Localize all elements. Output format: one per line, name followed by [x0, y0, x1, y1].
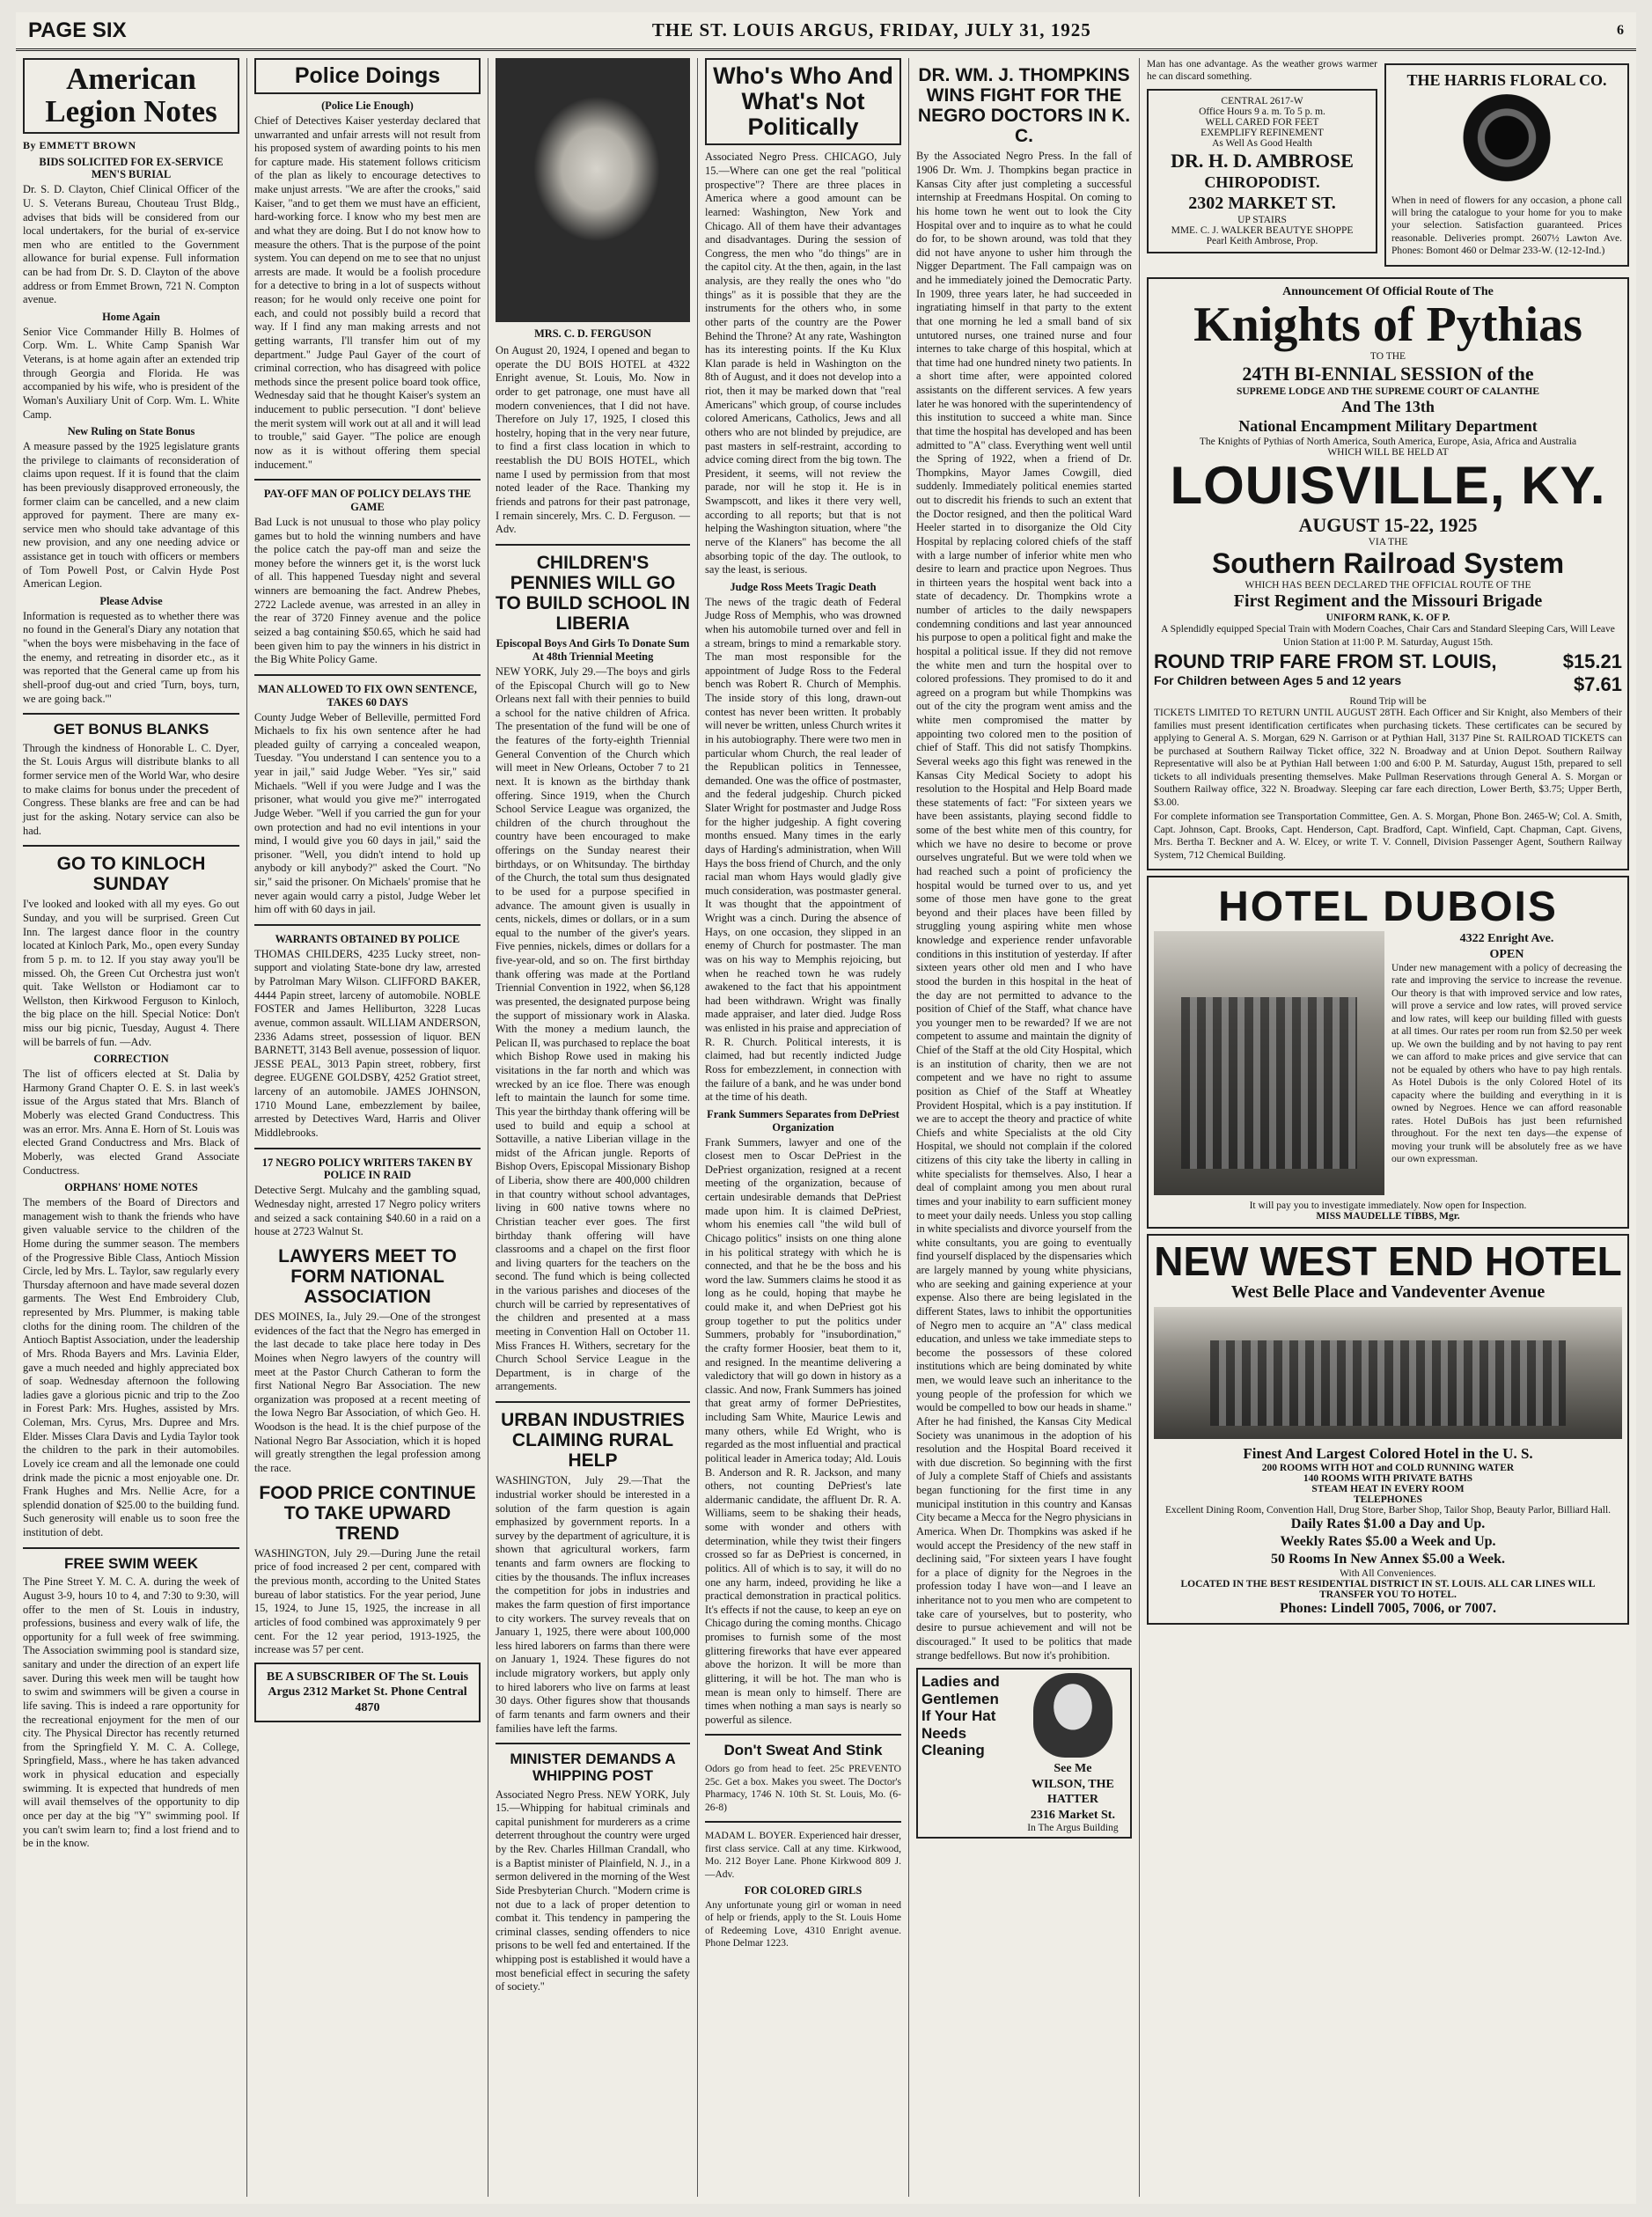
nweh-finest: Finest And Largest Colored Hotel in the U. S. [1243, 1445, 1533, 1462]
sweat-ad: Odors go from head to feet. 25c PREVENTO 25c. Get a box. Makes you sweet. The Doctor's Pharmacy, 1746 N. 10th St. St. Louis, Mo. (6-26-8) [705, 1764, 901, 1813]
kop-round-trip: Round Trip will be [1349, 696, 1427, 708]
minister-article: Associated Negro Press. NEW YORK, July 15.—Whipping for habitual criminals and capital punishment for murderers as a crime deterrent throughout the country were urged by the Rev. Charles Hillman Crandall, who is a Baptist minister of Plainfield, N. J., in a sermon delivered in the morning of the West Side Presbyterian Church. "Modern crime is not due to a lack of proper detention to combat it. This tendency in pampering the criminal classes, sending offenders to nice prisons to be well fed and entertained. If the whipping post is established it would have a most beneficial effect in securing the safety of society." [496, 1788, 690, 1993]
orphans-headline: ORPHANS' HOME NOTES [64, 1181, 198, 1194]
legion-notes-title: American Legion Notes [45, 62, 217, 128]
thompkins-article: By the Associated Negro Press. In the fall of 1906 Dr. Wm. J. Thompkins began practice in Kansas City after just completing a successful internship at Freedmans Hospital. On coming to his home town he went out to look the City Hospital over and to inquire as to what he could do for, to be shown around, was told that they did not have anyone to usher him through the Nigger Department. The Fall campaign was on and he immediately joined the Democratic Party. In 1909, three years later, he had succeeded in ingratiating himself in that party to the extent that one morning he led a small band of six untutored nurses, one trained nurse and four internes to take charge of this hospital, which at that time had one hundred ninety two patients. In a short time after, were appointed colored assistants on the different services. A few years later he was honored with the superintendency of this institution to succeed a white man. Since that time the hospital has developed and has been admitted to "A" class. Everything went well until the Spring of 1922, when a friend of Dr. Thompkins, Mayor James Cowgill, died suddenly. Immediately political enemies started out to discredit his friends to such an extent that the Doctor resigned, and then the political Ward Heeler started in to disorganize the Old City Hospital by replacing colored chiefs of the staff with a large number of inferior white men who desire to learn and practice upon Negroes. Thus in thirteen years the hospital went back into a state of decadency. Dr. Thompkins wrote a number of articles to the daily newspapers condemning conditions and last year announced his purpose to open a political fight and make the hospital a political issue. If they did not remove the white men and turn the hospital over to colored professions. They promised to do it and agreed on a program but while Thompkins was out of the city the program went amiss and the white men compromised the matter by appointing two colored men to the position of chief of Staff. This did not satisfy Thompkins. Several weeks ago this fight was renewed in the Kansas City Medical Society to adopt his resolution to the Hospital and Help Board made these statements of fact: "For sixteen years we have been assistants, playing second fiddle to some of the best white men of this country, for which we have no desire to become or prove ourselves ungrateful. But we were told when we had reached such a point of proficiency the hospital would be turned over to us, and yet some of those men have gone to the great beyond and their places have been filled by struggling young aspiring white men whose knowledge and experience render unfavorable conditions in this institution of yesterday. If after sixteen years other old men and I who have stood the burden in this hospital in the heat of the day are not permitted to advance to the position of Chief of the Staff, what chance have you younger men to be rewarded? If we are not competent to assume and maintain the dignity of Chief of the Staff at the old City Hospital, which is an institution of charity, then we are not competent and we have no right to assume position as Chief of the Staff at Wheatley Provident Hospital, which is a pay institution. If we are to accept the theory and practice of white Chiefs and white Specialists at the old City Hospital, we should not complain if the colored citizens of this city take the liberty in calling in white specialists for themselves. Also, I hear a deal of complaint among you men about rural times and your inability to earn sufficient money to meet your daily needs. Unless you stop calling in white specialists and divorce yourself from the white consultants, you are going to eventually find yourself displaced by the dispensaries which are largely manned by young white physicians, who are seeking and gaining experience at your expense. Also there are being legislated in the different States, laws to inhibit the opportunities of Negro men to acquire an "A" class medical education, and unless we take immediate steps to become the possessors of these colored institutions which are being dominated by white men, we would leave such an inheritance to the young people of the profession for which we would be compelled to bow our heads in shame." After he had finished, the Kansas City Medical Society was unanimous in the adoption of his resolution and the Hospital Board received it with due discretion. So beginning with the first of July a complete Staff of Chiefs and assistants began functioning for the first time in any municipal institution in this country and Kansas City became a Mecca for the Negro physicians in America. When Dr. Thompkins was asked if he would accept the Presidency of the new staff in declining said, "For sixteen years I have fought for a place of dignity for the Negroes in the profession today I have won—and I leave an inheritance not to you men who are competent to take care of yourselves, but to posterity, who desire to pursue achievement and will not be discouraged." It used to be politics that made strange bedfellows. But now it's prohibition. [916, 150, 1132, 1662]
ferguson-notice: On August 20, 1924, I opened and began to operate the DU BOIS HOTEL at 4322 Enright avenue, St. Louis, Mo. Now in order to get patronage, one must have all modern conveniences, that I did not have. Therefore on July 17, 1925, I closed this hostelry, hoping that in the very near future, to find a first class location in which to reestablish the DU BOIS HOTEL, which name I used by permission from that most noted leader of the Race. Thanking my friends and patrons for their past patronage, I remain sincerely, Mrs. C. D. Ferguson. —Adv. [496, 344, 690, 536]
rose-icon [1458, 94, 1555, 191]
legion-notes-header [23, 58, 239, 134]
kop-fare-label: ROUND TRIP FARE FROM ST. LOUIS, [1154, 650, 1497, 673]
bonus-ruling-article: A measure passed by the 1925 legislature grants the privilege to claimants of reconsideration of claims upon request. If it is found that the claim has been previously disapproved erroneously, the former claim can be cancelled, and a new claim approved for payment. There are many ex-service men who should take advantage of this new provision, and any one needing advice or assistance get in touch with officers or members of Tom Powell Post, or Calvin Hyde Post American Legion. [23, 440, 239, 591]
bids-headline: BIDS SOLICITED FOR EX-SERVICE MEN'S BURIAL [39, 155, 224, 181]
portrait-caption: MRS. C. D. FERGUSON [534, 327, 651, 340]
divider [705, 1821, 901, 1823]
swim-week-headline: FREE SWIM WEEK [63, 1554, 199, 1572]
policy-headline: PAY-OFF MAN OF POLICY DELAYS THE GAME [263, 488, 472, 513]
kop-and: And The 13th [1341, 397, 1435, 415]
kinloch-headline: GO TO KINLOCH SUNDAY [56, 854, 206, 895]
kop-fare-row [1154, 650, 1622, 673]
summers-headline: Frank Summers Separates from DePriest Organization [707, 1107, 899, 1134]
chiro-slogan-1: WELL CARED FOR FEET [1205, 116, 1319, 128]
chiro-slogan-3: As Well As Good Health [1212, 137, 1312, 149]
nweh-telephones: TELEPHONES [1354, 1494, 1422, 1506]
bonus-blanks-headline: GET BONUS BLANKS [53, 721, 209, 738]
summers-article: Frank Summers, lawyer and one of the closest men to Oscar DePriest in the DePriest organization, resigned at a recent meeting of the organization, because of certain undesirable demands that DePriest made upon him. It is claimed DePriest, whom his enemies call "the wild bull of Chicago politics" insists on one thing alone in his political strategy with which he is connected, and that he be the boss and his word the law. Summers claims he stood it as long as he could, hoping that maybe he could make it, and when DePriest got his group together to put the politics under Summers, probably for "insubordination," the crafty former Hoosier, beat them to it, and resigned. In the meantime delivering a valedictory that will go down in history as a classic. And now, Frank Summers has joined that great army of former DePriestites, including Sam White, Maurice Lewis and many others, while Ed Wright, who is regarded as the most influential and practical political leader in America today; Ald. Louis B. Anderson and R. R. Jackson, and many others, not counting DePriest's late aldermanic candidate, the affluent Dr. R. A. Williams, seem to be shaking their heads, some with wonder and others with determination, while they twist their fingers crossed so far as DePriest is concerned, in politics. All of which is to say, it will do no one any harm, indeed, providing he like a practical demonstration in practical politics. It's effects if not the cause, to keep an eye on Chicago during the coming months. Chicago promises to furnish some of the most glittering fireworks that have ever appeared above the horizon. It will be more than glittering, it will be hot. The man who is mean is mean only to himself. There are times when nothing a man says is nearly so powerful as silence. [705, 1135, 901, 1726]
top-ads-row [1147, 58, 1629, 272]
nweh-annex: 50 Rooms In New Annex $5.00 a Week. [1271, 1552, 1505, 1567]
raid-headline: 17 NEGRO POLICY WRITERS TAKEN BY POLICE IN RAID [261, 1156, 474, 1182]
raid-article: Detective Sergt. Mulcahy and the gambling squad, Wednesday night, arrested 17 Negro policy writers and seized a sack containing $40.60 in a raid on a house at 2723 Walnut St. [254, 1184, 481, 1238]
swim-week-article: The Pine Street Y. M. C. A. during the week of August 3-9, hours 10 to 4, and 7:30 to 9:30, will offer to the men of St. Louis in industry, professions, business and every walk of life, the opportunity for a full week of free swimming. The Association swimming pool is standard size, sanitary and under the direction of an expert life saver. During this week men will be taught how to swim and swimmers will be given a course in life saving. This is indeed a rare opportunity for the recreational enjoyment for the men of our city. The Physical Director has recently returned from the Springfield Y. M. C. A. College, Springfield, Mass., where he has taken advanced work in physical education and especially swimming. It is expected that hundreds of men will avail themselves of the opportunity to dip once per day at the big "Y" swimming pool. If you can't swim learn to; find a lost friend and to be in the know. [23, 1575, 239, 1850]
kop-city: LOUISVILLE, KY. [1170, 455, 1606, 515]
column-6-ads [1139, 58, 1636, 2197]
chiro-address: 2302 MARKET ST. [1188, 193, 1336, 213]
nweh-conveniences: With All Conveniences. [1340, 1568, 1436, 1580]
chiro-title: CHIROPODIST. [1204, 173, 1320, 192]
nweh-building-photo [1154, 1307, 1622, 1439]
divider [496, 1743, 690, 1744]
floral-text: When in need of flowers for any occasion, a phone call will bring the catalogue to your home for you to make your selection. Satisfaction guaranteed. Prices reasonable. Deliveries prompt. 2607½ Lawton Ave. Phones: Bomont 460 or Delmar 233-W. (12-12-Ind.) [1391, 195, 1622, 257]
dubois-open: OPEN [1489, 947, 1524, 961]
boyer-ad: MADAM L. BOYER. Experienced hair dresser, first class service. Call at any time. Kirkwood, Mo. 212 Boyer Lane. Phone Kirkwood 809 J. —Adv. [705, 1831, 901, 1880]
chiropodist-ad [1147, 89, 1377, 253]
kop-dates: AUGUST 15-22, 1925 [1298, 513, 1478, 536]
ferguson-portrait [496, 58, 690, 322]
warrants-headline: WARRANTS OBTAINED BY POLICE [275, 932, 460, 945]
chiro-hours: Office Hours 9 a. m. To 5 p. m. [1199, 106, 1325, 117]
girls-headline: FOR COLORED GIRLS [744, 1884, 863, 1898]
column-4 [697, 58, 908, 2197]
nweh-address: West Belle Place and Vandeventer Avenue [1230, 1282, 1546, 1302]
kop-knights: The Knights of Pythias of North America, South America, Europe, Asia, Africa and Australia [1199, 436, 1577, 447]
column-1 [16, 58, 246, 2197]
nweh-title: NEW WEST END HOTEL [1154, 1238, 1622, 1284]
pennies-article: NEW YORK, July 29.—The boys and girls of the Episcopal Church will go to New Orleans next fall with their pennies to build a school for the native children of Africa. The presentation of the fund will be one of the features of the forty-eighth Triennial General Convention of the Church which will meet in New Orleans, October 7 to 21 next. It is known as the birthday thank offering. Since 1919, when the Church School Service League was organized, the children of the church throughout the country have been encouraged to make offerings on the Sunday nearest their birthdays, or on Whitsunday. The birthday of the Church, the total sum thus designated to be used for a purpose specified in advance. The amount given is usually in cents, nickels, dimes or dollars, or in a sum equal to the number of the giver's years. Five pennies, nickels, dimes or dollars for a five-year-old, and so on. The first birthday thank offering was made at the Portland Triennial Convention in 1922, when $6,128 was presented, the designated purpose being the support of missionary work in Alaska. With the money a medium launch, the Pelican II, was purchased to replace the boat which Bishop Rowe used in making his visitations in the far north and which was wrecked by an ice floe. There was enough left to maintain the launch for some time. This year the birthday thank offering will be used to build and equip a school at Sottaville, a native Liberian village in the midst of the African jungle. Reports of Bishop Overs, Episcopal Missionary Bishop of Liberia, show there are 400,000 children in that country without school advantages, living in 600 native towns where no Christian teacher ever goes. The first birthday thank offering will have classrooms and a chapel on the first floor and living quarters for the teachers on the second. The fund which is being collected in the various parishes and dioceses of the church will be carried by representatives of the children and presented at a mass meeting in Convention Hall on October 11. Miss Frances H. Withers, secretary for the Church School Service League in the Department, is in charge of the arrangements. [496, 664, 690, 1393]
nweh-daily: Daily Rates $1.00 a Day and Up. [1290, 1516, 1486, 1532]
column-3 [488, 58, 697, 2197]
hatter-ad-left: Ladies and Gentlemen If Your Hat Needs Cleaning [921, 1673, 1000, 1759]
home-again-headline: Home Again [102, 310, 160, 323]
chiro-stairs: UP STAIRS [1237, 214, 1287, 225]
kop-child-label: For Children between Ages 5 and 12 years [1154, 673, 1402, 688]
page-label: PAGE SIX [28, 18, 127, 42]
new-west-end-hotel-ad [1147, 1234, 1629, 1625]
divider [23, 845, 239, 847]
hatter-see: See Me [1054, 1762, 1092, 1776]
chiro-name: DR. H. D. AMBROSE [1171, 149, 1354, 172]
kop-lodge: SUPREME LODGE AND THE SUPREME COURT OF CALANTHE [1236, 385, 1540, 397]
hatter-location: In The Argus Building [1027, 1823, 1119, 1834]
nweh-baths: 140 ROOMS WITH PRIVATE BATHS [1303, 1473, 1473, 1485]
nweh-located: LOCATED IN THE BEST RESIDENTIAL DISTRICT IN ST. LOUIS. ALL CAR LINES WILL TRANSFER YOU TO HOTEL. [1180, 1579, 1596, 1601]
walker-prop: Pearl Keith Ambrose, Prop. [1206, 235, 1318, 246]
divider [496, 1401, 690, 1403]
kop-info: For complete information see Transportation Committee, Gen. A. S. Morgan, Phone Bon. 2465-W; Col. A. Smith, Capt. Johnson, Capt. Brooks, Capt. Henderson, Capt. Bradford, Capt. Winfield, Capt. Chapman, Capt. Givens, Mrs. Bertha T. Beckner and A. W. Elcey, or write T. V. Connell, Division Passenger Agent, Southern Railway System, 712 Chemical Building. [1154, 811, 1622, 861]
dubois-building-photo [1154, 931, 1384, 1195]
kop-to: TO THE [1369, 351, 1406, 363]
police-doings-header [254, 58, 481, 94]
food-price-article: WASHINGTON, July 29.—During June the retail price of food increased 2 per cent, compared with the previous month, according to the United States bureau of labor statistics. For the year period, June 15, 1924, to June 15, 1925, the increase in all articles of food combined was approximately 9 per cent. For the 12 year period, 1913-1925, the increase was 57 per cent. [254, 1546, 481, 1656]
dubois-title: HOTEL DUBOIS [1218, 884, 1558, 930]
divider [496, 544, 690, 546]
police-doings-title: Police Doings [294, 63, 441, 88]
correction-headline: CORRECTION [93, 1053, 169, 1066]
dubois-text: Under new management with a policy of decreasing the rate and improving the service to increase the revenue. Our theory is that with improved service and low rates, will prove a service and low rates, will proved service and low rates, will keep our building filled with guests at all times. Our rates per room run from $2.50 per week up. We own the building and by not having to pay rent we can afford to make prices and give service that can not be equaled by others who have to pay high rentals. As Hotel Dubois is the only Colored Hotel of its capacity where the building and everything in it is owned by Negroes. Hence we can afford reasonable rates. Hotel DuBois has just been refurnished throughout. For the next ten days—the expense of moving your trunk will be absolutely free as we have our own expressman. [1391, 963, 1622, 1165]
divider [23, 1547, 239, 1549]
floral-ad [1384, 63, 1629, 267]
kop-encampment: National Encampment Military Department [1238, 417, 1538, 436]
page-number: 6 [1617, 22, 1624, 38]
divider [254, 1148, 481, 1149]
chiro-block [1147, 58, 1377, 272]
hatter-ad [916, 1668, 1132, 1839]
sixty-days-article: County Judge Weber of Belleville, permitted Ford Michaels to fix his own sentence after he had pleaded guilty of carrying a concealed weapon, Tuesday. "You understand I can sentence you to a year in jail," said Judge Weber. "Yes sir," said Michaels. "Well if you were Judge and I was the prisoner, what would you give me?" interrogated Judge Weber. "Well if you carried the gun for your own protection and had no evil intentions in your mind, I would give you 60 days in jail," said the prisoner. "Well, you didn't intend to hold up anybody or kill anybody?" asked the Court. "No sir," said the prisoner. On Michaels' promise that he never again would carry a pistol, Judge Weber let him off with 60 days in jail. [254, 710, 481, 916]
ross-article: The news of the tragic death of Federal Judge Ross of Memphis, who was drowned when his automobile turned over and fell in a stream, brings to mind a remarkable story. The man most responsible for the appointment of Judge Ross to the Federal bench was Robert R. Church of Memphis. The inside story of this long, drawn-out contest has never been written. It probably will never be written, unless Church writes it in his autobiography. There were two men in particular whom Church, the real leader of the Republican politics in Tennessee, demanded. One was the office of postmaster, and the federal judgeship. Church picked Slater Wright for postmaster and Judge Ross for the higher judgeship. A fight covering months ensued. Many times in the early days of Harding's administration, when Will Hays the boss friend of Church, and the only racial man whom Hays would gladly give much consideration, was postmaster general. It was thought that the appointment of Wright was a cinch. During the absence of Hays, on one occasion, they slipped in an enemy of Church for postmaster. The man was on his way to Memphis rejoicing, but when he reached town he was rudely awakened to the fact that his appointment had been withdrawn. Wright was finally made appraiser, and later died. Judge Ross was enlisted in his praise and appreciation of R. R. Church. Political interests, it is claimed, had but recently indicted Judge Ross for embezzlement, in connection with the failure of a bank, and he was under bond at the time of his death. [705, 595, 901, 1104]
divider [254, 924, 481, 926]
weather-note: Man has one advantage. As the weather grows warmer he can discard something. [1147, 59, 1377, 83]
kop-held: WHICH WILL BE HELD AT [1327, 446, 1449, 458]
sixty-days-headline: MAN ALLOWED TO FIX OWN SENTENCE, TAKES 60 DAYS [258, 682, 477, 708]
orphans-article: The members of the Board of Directors and management wish to thank the friends who have given valuable service to the children of the Home during the summer season. The members of the Progressive Bible Class, Antioch Mission Circle, led by Mrs. L. Taylor, saw regularly every Thursday afternoon and have made several dozen garments. The West End Embroidery Club, represented by Mrs. Plummer, is making table cloths for the dining room. The children of the Antioch Baptist Association, under the leadership of Mrs. Rhoda Bayers and Mrs. Lavinia Elder, gave a much needed and highly appreciated box of soap. Wednesday afternoon the following ladies gave a glorious picnic and trip to the Zoo in Forest Park: Mrs. Hughes, assisted by Mrs. Coleman, Mrs. Cyrus, Mrs. Dupree and Mrs. Elder. Misses Clara Davis and Lydia Taylor took the children to the park in their automobiles. Lovely ice cream and all the lemonade one could drink made the picnic a most enjoyable one. Dr. Frank Hughes and Mrs. Nellie Acre, for a splendid donation of $25.00 to the building fund. Such generosity will enable us to soon free the institution of debt. [23, 1196, 239, 1538]
dubois-text-block [1391, 931, 1622, 1200]
whos-who-header [705, 58, 901, 145]
kop-child-row [1154, 673, 1622, 696]
kop-via: VIA THE [1368, 537, 1408, 548]
dubois-address: 4322 Enright Ave. [1459, 932, 1554, 945]
whos-who-title: Who's Who And What's Not Politically [713, 62, 893, 141]
divider [705, 1734, 901, 1736]
divider [23, 713, 239, 715]
kop-tickets: TICKETS LIMITED TO RETURN UNTIL AUGUST 28TH. Each Officer and Sir Knight, also Members of their families must present identification certificates when purchasing tickets. These certificates can be secured by applying to General A. S. Morgan, 629 N. Garrison or at Pythian Hall, 3137 Pine St. RAILROAD TICKETS can be purchased at Southern Railway Ticket office, 322 N. Broadway and at Union Depot. Southern Railway Representative will also be at Pythian Hall between 1:00 and 6:00 P. M. Saturday, August 15th, prepared to sell tickets to all individuals presenting themselves. Make Pullman Reservations through General A. S. Morgan or Southern Railway office, 322 N. Broadway. Sleeping car fare each direction, Lower Berth, $3.75; Upper Berth, $3.00. [1154, 708, 1622, 808]
correction-article: The list of officers elected at St. Dalia by Harmony Grand Chapter O. E. S. in last week's issue of the Argus stated that Mrs. Blanch of Moberly was elected Grand Conductress. This was an error. Mrs. Anna E. Horn of St. Louis was elected Grand Conductress and Mrs. Black of Moberly, was elected Grand Associate Conductress. [23, 1068, 239, 1177]
dubois-body [1154, 931, 1622, 1200]
whos-who-article: Associated Negro Press. CHICAGO, July 15.—Where can one get the real "political prospective"? There are three places in America where a good amount can be learned: Washington, New York and Chicago. All of them have their advantages and disadvantages. During the session of Congress, the men who "do things" are in the capitol city. At the then, again, in the last analysis, are they really the ones who "do things" as it is possible that they are the instruments for the others who, in some other parts of the country are the Power Behind the Throne? At any rate, Washington has its interesting points. If the Ku Klux Klan parade is held in Washington on the 8th of August, and it does not develop into a riot, then it may be marked down that "real Americans" which group, of course includes colored Americans, Catholics, Jews and all others who are not blinded by prejudice, are past masters in self-restraint, according to advice coming direct from the big town. The President, it seems, will not review the parade, nor will he stop it. He is in Swampscott, and likes it there very well, according to all reports; but that is not helping the Washington situation, where "the nerve of the Klaners" has become the all absorbing topic of the day. The outlook, to say the least, is serious. [705, 150, 901, 576]
nweh-services: Excellent Dining Room, Convention Hall, Drug Store, Barber Shop, Tailor Shop, Beauty Parlor, Billiard Hall. [1164, 1505, 1612, 1516]
lawyers-headline: LAWYERS MEET TO FORM NATIONAL ASSOCIATION [278, 1245, 457, 1307]
lawyers-article: DES MOINES, Ia., July 29.—One of the strongest evidences of the fact that the Negro has emerged in the last decade to take place here today in Des Moines when Negro lawyers of the country will meet at the Pastor Church Catheran to form the first National Negro Bar Association. The new organization was proposed at a recent meeting of the Iowa Negro Bar Association, of which Geo. H. Woodson is the head. It is the chief purpose of the National Negro Bar Association, which it is hoped will greatly strengthen the legal profession among the race. [254, 1310, 481, 1474]
nweh-phones: Phones: Lindell 7005, 7006, or 7007. [1280, 1601, 1496, 1617]
dubois-manager: MISS MAUDELLE TIBBS, Mgr. [1316, 1211, 1460, 1222]
kop-uniform: UNIFORM RANK, K. OF P. [1325, 613, 1450, 624]
walker-shop: MME. C. J. WALKER BEAUTYE SHOPPE [1171, 224, 1354, 236]
newspaper-dateline: THE ST. LOUIS ARGUS, FRIDAY, JULY 31, 1925 [651, 19, 1091, 40]
please-advise-headline: Please Advise [99, 594, 163, 607]
hatter-address: 2316 Market St. [1030, 1808, 1115, 1822]
kop-title: Knights of Pythias [1193, 297, 1582, 353]
minister-headline: MINISTER DEMANDS A WHIPPING POST [510, 1751, 676, 1784]
kop-announce: Announcement Of Official Route of The [1282, 284, 1494, 298]
kop-train: A Splendidly equipped Special Train with Modern Coaches, Chair Cars and Standard Sleeping Cars, Will Leave Union Station at 11:00 P. M. Saturday, August 15th. [1161, 624, 1615, 648]
police-lie-subhead: (Police Lie Enough) [321, 99, 414, 112]
food-price-headline: FOOD PRICE CONTINUE TO TAKE UPWARD TREND [259, 1482, 476, 1544]
dubois-footer: It will pay you to investigate immediately. Now open for Inspection. [1249, 1200, 1527, 1211]
kop-designated: WHICH HAS BEEN DECLARED THE OFFICIAL ROUTE OF THE [1245, 580, 1531, 591]
warrants-article: THOMAS CHILDERS, 4235 Lucky street, non-support and violating State-bone dry law, arrested by Patrolman Mary Wilson. CLIFFORD BAKER, 4444 Papin street, larceny of automobile. NOBLE FOSTER and James Helliburton, 3228 Lucas avenue, common assault. WILLIAM ANDERSON, 2336 Adams street, possession of liquor. BEN BARNETT, 3143 Bell avenue, possession of liquor. JESSE PEAL, 3013 Papin street, robbery, first degree. EUGENE GOLDSBY, 4252 Gratiot street, larceny of an automobile. JAMES JOHNSON, 1710 Mound Lane, embezzlement by bailee, arrested by Detectives Ward, Harris and Oliver Middlebrooks. [254, 947, 481, 1139]
kop-railroad: Southern Railroad System [1211, 547, 1565, 580]
masthead [16, 12, 1636, 51]
nweh-heat: STEAM HEAT IN EVERY ROOM [1311, 1484, 1465, 1495]
police-lie-article: Chief of Detectives Kaiser yesterday declared that unwarranted and unfair arrests will not result from his proposed system of awarding points to his men for capture made. His statement follows criticism of the plan as likely to encourage detectives to make unjust arrests. "We are after the crooks," said Kaiser, "and to get them we must have an efficient, hard-working force. I know who my best men are and what they are doing. But I do not know how to measure the others. That is the purpose of the point system. You can depend on me to see that no unjust arrests are made. It would be a foolish procedure for a detective to bring in a lot of suspects without reason; for he would only receive one point for each, and could not possibly build a record that way. If I find any man making arrests and not getting warrants, I'll transfer him out of my department." Judge Paul Gayer of the court of criminal correction, who has disagreed with police methods since the present police board took office, Wednesday said that he thought Kaiser's system an inducement to public persecution. "I dont' believe the merit system will work out at all and it will lead to trouble," said Gayer. "The police are enough now as it is without offering them special inducement." [254, 114, 481, 471]
thompkins-headline: DR. WM. J. THOMPKINS WINS FIGHT FOR THE NEGRO DOCTORS IN K. C. [917, 65, 1131, 147]
hotel-dubois-ad [1147, 876, 1629, 1229]
divider [254, 674, 481, 676]
ross-headline: Judge Ross Meets Tragic Death [730, 580, 877, 593]
kop-fare-child: $7.61 [1573, 673, 1622, 696]
urban-headline: URBAN INDUSTRIES CLAIMING RURAL HELP [501, 1410, 685, 1472]
nweh-weekly: Weekly Rates $5.00 a Week and Up. [1280, 1534, 1496, 1550]
pennies-headline: CHILDREN'S PENNIES WILL GO TO BUILD SCHOOL IN LIBERIA [496, 552, 690, 635]
kinloch-ad: I've looked and looked with all my eyes. Go out Sunday, and you will be surprised. Green Cut Inn. The largest dance floor in the country located at Kinloch Park, Mo., open every Sunday from 5 p. m. to 12. If you stay away you'll be missed. Oh, the Green Cut Orchestra just won't quit. Take Wellston or Hodiamont car to Wellston, then Kirkwood Ferguson to Kinloch, the big place on the hill. Special Notice: Don't miss our big picnic, Tuesday, August 4. There will be barrels of fun. —Adv. [23, 898, 239, 1048]
hatter-name: WILSON, THE HATTER [1031, 1777, 1114, 1807]
divider [254, 479, 481, 481]
kop-regiment: First Regiment and the Missouri Brigade [1233, 591, 1543, 612]
chiro-slogan-2: EXEMPLIFY REFINEMENT [1200, 127, 1324, 138]
subscribe-text: BE A SUBSCRIBER OF The St. Louis Argus 2312 Market St. Phone Central 4870 [266, 1670, 469, 1714]
urban-article: WASHINGTON, July 29.—That the industrial worker should be interested in a solution of the farm question is again emphasized by government reports. In a survey by the department of agriculture, it is shown that agricultural workers, farm tenants and farm owners are flocking to cities by the thousands. The influx increases the competition for jobs in industries and makes the farm question of first importance to city workers. The survey reveals that on January 1, 1925, there were about 100,000 less hired laborers on farms than there were on January 1, 1924. These figures do not include migratory workers, but apply only to hired laborers who live on farms at least 30 days. Other figures show that thousands of farm tenants and farm owners and their families have left the farms. [496, 1474, 690, 1735]
hatter-ad-right [1016, 1670, 1130, 1837]
girls-notice: Any unfortunate young girl or woman in need of help or friends, apply to the St. Louis Home of Redeeming Love, 4310 Enright avenue. Phone Delmar 1223. [705, 1899, 901, 1949]
subscribe-ad [254, 1663, 481, 1723]
column-5 [908, 58, 1139, 2197]
knights-of-pythias-ad [1147, 277, 1629, 870]
newspaper-page [16, 12, 1636, 2204]
bids-article: Dr. S. D. Clayton, Chief Clinical Officer of the U. S. Veterans Bureau, Chouteau Trust Bldg., advises that bids will be considered from our local undertakers, for the burial of ex-service men who are entitled to the Government allowance for burial expense. Full information can be had from Dr. S. D. Clayton of the above address or from Emmet Brown, 721 N. Compton avenue. [23, 183, 239, 306]
please-advise-article: Information is requested as to whether there was no found in the General's Diary any notation that "when the boys were misbehaving in the face of the enemy, and retreating in disorder etc., as it was reported that the General came up from his shell-proof dug-out and cried 'Turn, boys, turn, we are going back.'" [23, 609, 239, 705]
column-2 [246, 58, 488, 2197]
policy-article: Bad Luck is not unusual to those who play policy games but to hold the winning numbers and have the police catch the pay-off man and seize the money before the winners get it, is the worst luck of all. This happened Tuesday night and several winners are bemoaning the fact. Andrew Phebes, 2722 Laclede avenue, was arrested in an alley in the rear of 3720 Finney avenue and the police seized a bag containing $50.65, which he said had been given him to pay the winners in his district in the Big White Policy Game. [254, 515, 481, 666]
sweat-ad-headline: Don't Sweat And Stink [723, 1742, 883, 1759]
legion-byline: By EMMETT BROWN [23, 138, 136, 151]
kop-fare-adult: $15.21 [1562, 650, 1622, 673]
bonus-blanks-article: Through the kindness of Honorable L. C. Dyer, the St. Louis Argus will distribute blanks to all former service men of the World War, who desire to make claims for bonus under the precedent of Congress. These blanks are free and can be had just for the asking. Notary service can also be had. [23, 741, 239, 837]
pennies-subhead: Episcopal Boys And Girls To Donate Sum At 48th Triennial Meeting [496, 637, 690, 663]
chiro-phone: CENTRAL 2617-W [1221, 95, 1303, 106]
hatter-portrait [1033, 1673, 1112, 1758]
kop-session: 24TH BI-ENNIAL SESSION of the [1242, 363, 1534, 385]
nweh-rooms: 200 ROOMS WITH HOT and COLD RUNNING WATER [1261, 1463, 1515, 1474]
home-again-article: Senior Vice Commander Hilly B. Holmes of Corp. Wm. L. White Camp Spanish War Veterans, is at home again after an extended trip through Georgia and Florida. He was accompanied by his wife, who is president of the Woman's Auxiliary Unit of Corp. Wm. L. White Camp. [23, 325, 239, 421]
floral-name: THE HARRIS FLORAL CO. [1406, 71, 1607, 89]
bonus-ruling-headline: New Ruling on State Bonus [67, 425, 195, 438]
